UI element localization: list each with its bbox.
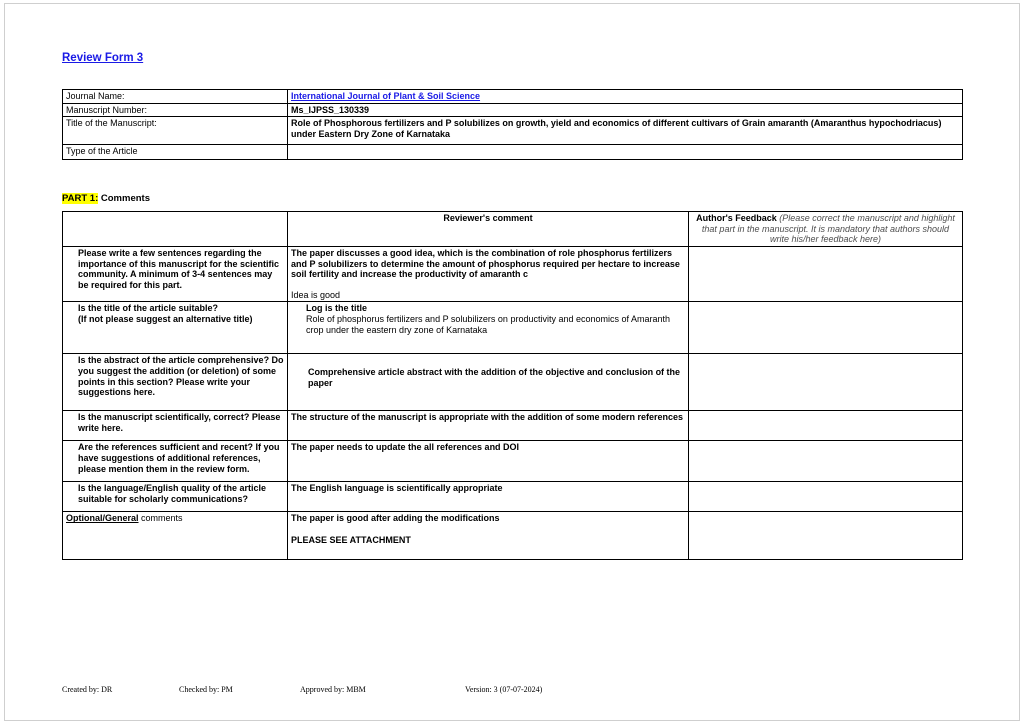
comment-text: The paper discusses a good idea, which is the combination of role phosphorus fertilizers and P solubilizers to determine the amount of phosphorus required per hectare to increase soil fertility and increase the productivity of amaranth c bbox=[291, 248, 680, 280]
authors-feedback-header bbox=[689, 212, 963, 247]
question-cell bbox=[63, 512, 288, 560]
footer-version: Version: 3 (07-07-2024) bbox=[465, 685, 543, 694]
reviewer-comment-cell: The structure of the manuscript is appropriate with the addition of some modern references bbox=[288, 411, 689, 441]
comments-header-row bbox=[63, 212, 963, 247]
manuscript-info-table bbox=[62, 89, 963, 160]
author-feedback-cell bbox=[689, 411, 963, 441]
article-type-value bbox=[288, 145, 963, 160]
question-cell: Is the abstract of the article comprehensive? Do you suggest the addition (or deletion) of some points in this section? Please write your suggestions here. bbox=[63, 354, 288, 411]
question-cell: Please write a few sentences regarding the importance of this manuscript for the scientific community. A minimum of 3-4 sentences may be required for this part. bbox=[63, 247, 288, 302]
manuscript-number-row bbox=[63, 103, 963, 117]
reviewer-comment-cell: The paper needs to update the all references and DOI bbox=[288, 441, 689, 482]
article-type-row bbox=[63, 145, 963, 160]
footer-checked-by: Checked by: PM bbox=[179, 685, 233, 694]
journal-name-row bbox=[63, 90, 963, 104]
comment-text: Log is the title bbox=[306, 303, 368, 314]
author-feedback-cell bbox=[689, 302, 963, 354]
manuscript-number-value: Ms_IJPSS_130339 bbox=[288, 103, 963, 117]
journal-name-label: Journal Name: bbox=[63, 90, 288, 104]
author-feedback-cell bbox=[689, 247, 963, 302]
authors-feedback-title: Author's Feedback bbox=[696, 213, 777, 224]
question-cell: Is the language/English quality of the article suitable for scholarly communications? bbox=[63, 482, 288, 512]
reviewer-comment-cell: The English language is scientifically appropriate bbox=[288, 482, 689, 512]
reviewer-comment-cell bbox=[288, 302, 689, 354]
comment-text: The paper is good after adding the modifications bbox=[291, 513, 500, 524]
footer-approved-by: Approved by: MBM bbox=[300, 685, 366, 694]
comment-row-references bbox=[63, 441, 963, 482]
comment-subtext: Role of phosphorus fertilizers and P solubilizers on productivity and economics of Amaranth crop under the eastern dry zone of Karnataka bbox=[306, 314, 671, 335]
comment-row-optional bbox=[63, 512, 963, 560]
reviewer-comment-header: Reviewer's comment bbox=[288, 212, 689, 247]
author-feedback-cell bbox=[689, 482, 963, 512]
part1-heading bbox=[62, 193, 962, 204]
manuscript-title-value: Role of Phosphorous fertilizers and P solubilizes on growth, yield and economics of different cultivars of Grain amaranth (Amaranthus hypochodriacus) under Eastern Dry Zone of Karnataka bbox=[288, 117, 963, 145]
manuscript-number-label: Manuscript Number: bbox=[63, 103, 288, 117]
journal-link[interactable]: International Journal of Plant & Soil Science bbox=[291, 91, 481, 101]
question-line2: (If not please suggest an alternative title) bbox=[78, 314, 253, 325]
comment-row-title bbox=[63, 302, 963, 354]
empty-header-cell bbox=[63, 212, 288, 247]
see-attachment-note: PLEASE SEE ATTACHMENT bbox=[291, 535, 411, 546]
author-feedback-cell bbox=[689, 354, 963, 411]
comment-row-language bbox=[63, 482, 963, 512]
comment-row-importance bbox=[63, 247, 963, 302]
manuscript-title-label: Title of the Manuscript: bbox=[63, 117, 288, 145]
question-line1: Is the title of the article suitable? bbox=[78, 303, 219, 314]
comments-word: comments bbox=[138, 513, 183, 524]
part1-label: Comments bbox=[100, 193, 150, 205]
question-cell: Is the manuscript scientifically, correct? Please write here. bbox=[63, 411, 288, 441]
author-feedback-cell bbox=[689, 441, 963, 482]
article-type-label: Type of the Article bbox=[63, 145, 288, 160]
question-cell bbox=[63, 302, 288, 354]
page-content bbox=[62, 0, 962, 560]
authors-feedback-note: (Please correct the manuscript and highlight that part in the manuscript. It is mandatory that authors should write his/her feedback here) bbox=[701, 213, 955, 245]
reviewer-comment-cell bbox=[288, 512, 689, 560]
comment-row-scientific bbox=[63, 411, 963, 441]
reviewer-comment-cell bbox=[288, 247, 689, 302]
part1-badge: PART 1: bbox=[62, 193, 99, 205]
manuscript-title-row bbox=[63, 117, 963, 145]
optional-general-label: Optional/General bbox=[66, 513, 139, 524]
comment-note: Idea is good bbox=[291, 289, 341, 300]
question-cell: Are the references sufficient and recent? If you have suggestions of additional references, please mention them in the review form. bbox=[63, 441, 288, 482]
document-footer bbox=[62, 685, 962, 699]
reviewer-comment-cell: Comprehensive article abstract with the addition of the objective and conclusion of the paper bbox=[288, 354, 689, 411]
comments-table bbox=[62, 211, 963, 560]
comment-row-abstract bbox=[63, 354, 963, 411]
author-feedback-cell bbox=[689, 512, 963, 560]
footer-created-by: Created by: DR bbox=[62, 685, 113, 694]
form-title: Review Form 3 bbox=[62, 52, 144, 64]
